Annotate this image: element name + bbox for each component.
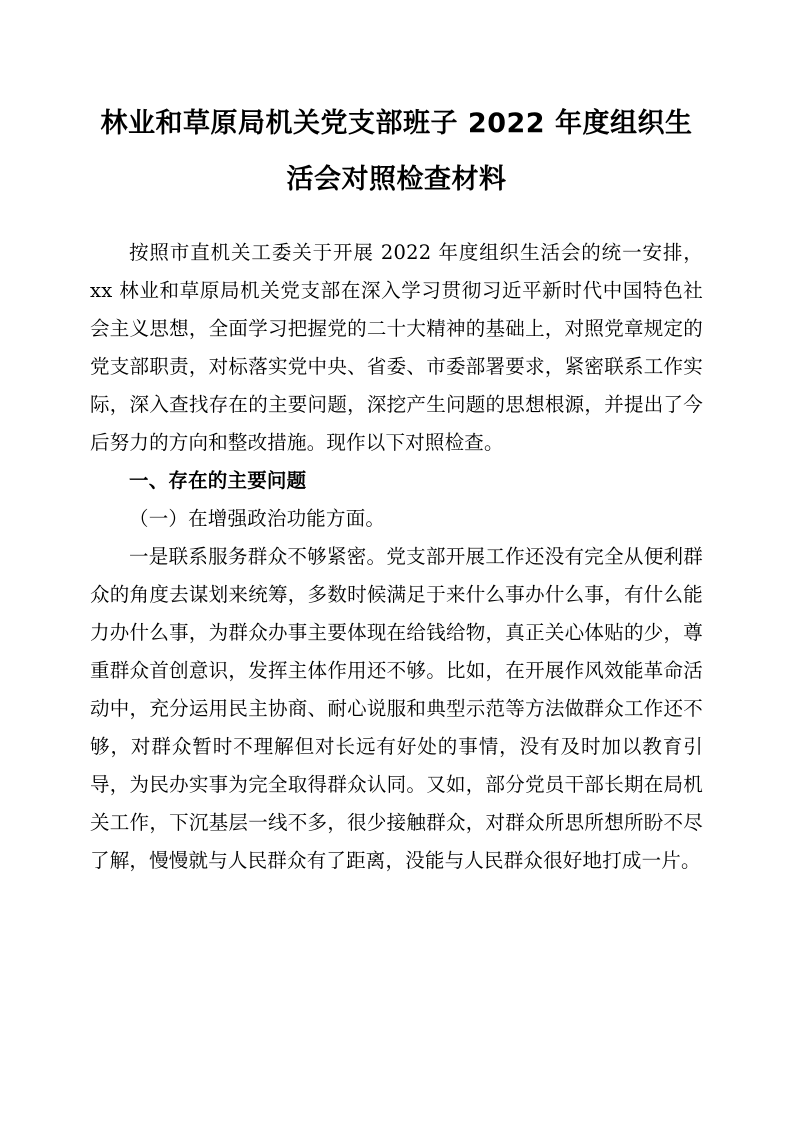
page-title: 林业和草原局机关党支部班子 2022 年度组织生活会对照检查材料: [100, 108, 693, 195]
paragraph-intro: 按照市直机关工委关于开展 2022 年度组织生活会的统一安排，xx 林业和草原局机关党支部在深入学习贯彻习近平新时代中国特色社会主义思想，全面学习把握党的二十大精神的基础上，对照党章规定的党支部职责，对标落实党中央、省委、市委部署要求，紧密联系工作实际，深入查找存在的主要问题，深挖产生问题的思想根源，并提出了今后努力的方向和整改措施。现作以下对照检查。: [90, 241, 703, 454]
section-heading-main-problems: 一、存在的主要问题: [129, 469, 307, 492]
paragraph-point-one: 一是联系服务群众不够紧密。党支部开展工作还没有完全从便利群众的角度去谋划来统筹，多数时候满足于来什么事办什么事，有什么能力办什么事，为群众办事主要体现在给钱给物，真正关心体贴的少，尊重群众首创意识，发挥主体作用还不够。比如，在开展作风效能革命活动中，充分运用民主协商、耐心说服和典型示范等方法做群众工作还不够，对群众暂时不理解但对长远有好处的事情，没有及时加以教育引导，为民办实事为完全取得群众认同。又如，部分党员干部长期在局机关工作，下沉基层一线不多，很少接触群众，对群众所思所想所盼不尽了解，慢慢就与人民群众有了距离，没能与人民群众很好地打成一片。: [90, 545, 703, 872]
subsection-heading-political-function: （一）在增强政治功能方面。: [129, 507, 386, 530]
document-body: [90, 234, 703, 880]
